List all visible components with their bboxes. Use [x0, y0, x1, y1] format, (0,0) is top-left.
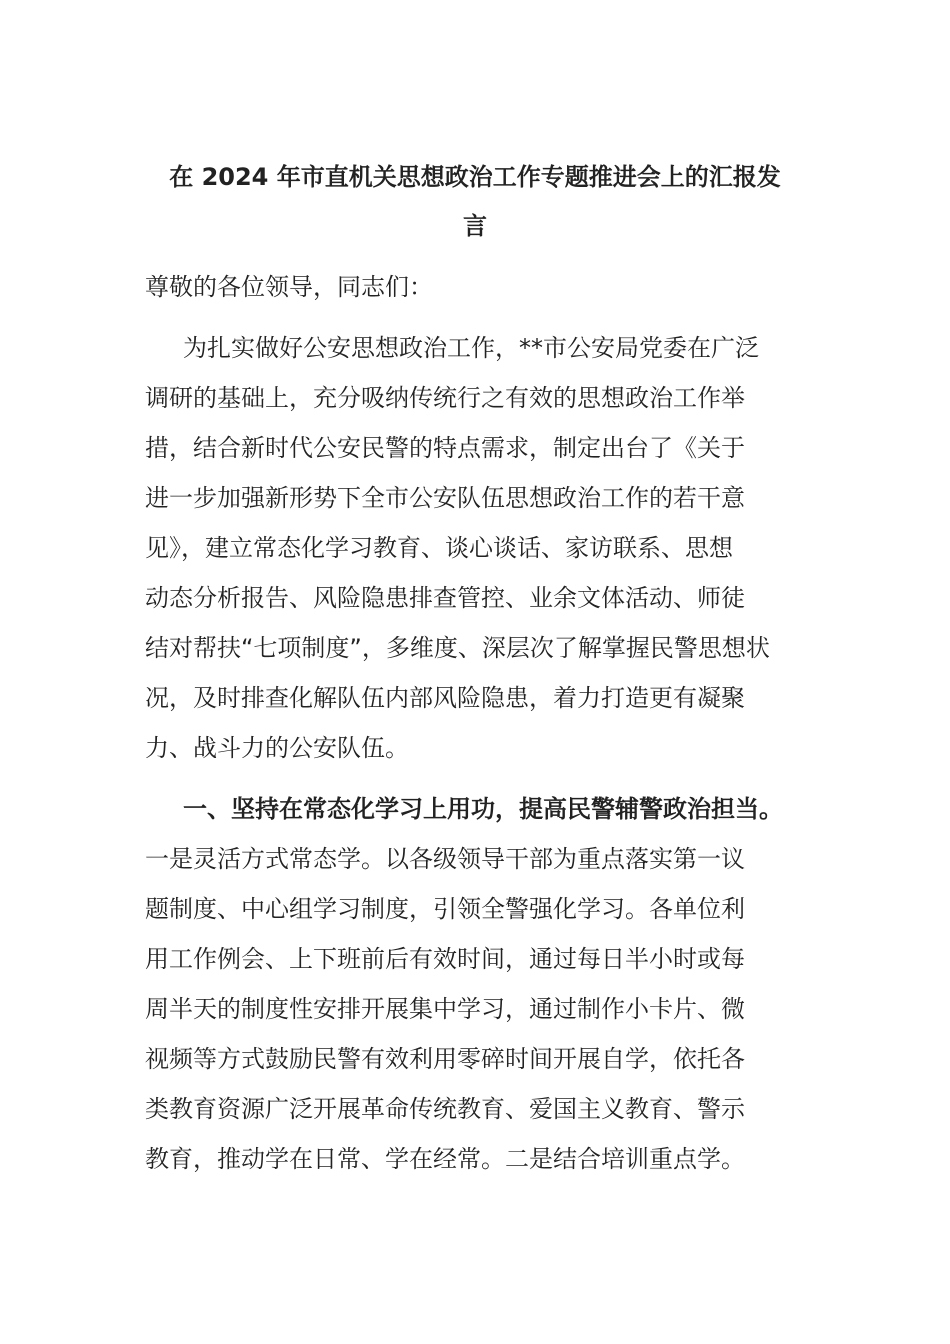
document-title-line-1: 在 2024 年市直机关思想政治工作专题推进会上的汇报发: [169, 163, 781, 191]
paragraph-line: 措，结合新时代公安民警的特点需求，制定出台了《关于: [145, 434, 745, 462]
paragraph-line: 动态分析报告、风险隐患排查管控、业余文体活动、师徒: [145, 584, 745, 612]
paragraph-line: 为扎实做好公安思想政治工作，**市公安局党委在广泛: [183, 334, 759, 362]
paragraph-line: 况，及时排查化解队伍内部风险隐患，着力打造更有凝聚: [145, 684, 745, 712]
paragraph-line: 一是灵活方式常态学。以各级领导干部为重点落实第一议: [145, 845, 745, 873]
section-heading: 一、坚持在常态化学习上用功，提高民警辅警政治担当。: [183, 795, 783, 823]
paragraph-line: 周半天的制度性安排开展集中学习，通过制作小卡片、微: [145, 995, 745, 1023]
paragraph-line: 用工作例会、上下班前后有效时间，通过每日半小时或每: [145, 945, 745, 973]
paragraph-line: 题制度、中心组学习制度，引领全警强化学习。各单位利: [145, 895, 745, 923]
paragraph-line: 类教育资源广泛开展革命传统教育、爱国主义教育、警示: [145, 1095, 745, 1123]
paragraph-line: 力、战斗力的公安队伍。: [145, 734, 409, 762]
paragraph-line: 调研的基础上，充分吸纳传统行之有效的思想政治工作举: [145, 384, 745, 412]
document-title-line-2: 言: [463, 212, 487, 240]
salutation: 尊敬的各位领导，同志们：: [145, 273, 433, 301]
paragraph-line: 结对帮扶“七项制度”，多维度、深层次了解掌握民警思想状: [145, 634, 770, 662]
paragraph-line: 见》，建立常态化学习教育、谈心谈话、家访联系、思想: [145, 534, 733, 562]
paragraph-line: 教育，推动学在日常、学在经常。二是结合培训重点学。: [145, 1145, 745, 1173]
paragraph-line: 进一步加强新形势下全市公安队伍思想政治工作的若干意: [145, 484, 745, 512]
paragraph-line: 视频等方式鼓励民警有效利用零碎时间开展自学，依托各: [145, 1045, 745, 1073]
